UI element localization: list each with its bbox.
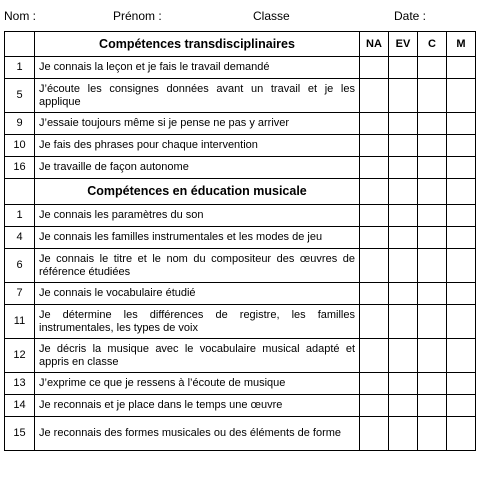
grade-cell[interactable] — [389, 283, 418, 305]
grade-column-c: C — [418, 32, 447, 57]
grade-cell[interactable] — [389, 135, 418, 157]
row-text: Je connais le titre et le nom du compositeur des œuvres de référence étudiées — [35, 249, 360, 283]
grade-cell[interactable] — [360, 395, 389, 417]
grade-cell[interactable] — [447, 135, 476, 157]
grade-cell — [360, 179, 389, 205]
row-text: Je travaille de façon autonome — [35, 157, 360, 179]
grade-cell[interactable] — [447, 417, 476, 451]
row-text: Je fais des phrases pour chaque intervention — [35, 135, 360, 157]
grade-cell[interactable] — [389, 305, 418, 339]
table-row — [5, 339, 476, 373]
grade-cell[interactable] — [447, 395, 476, 417]
grade-cell[interactable] — [447, 373, 476, 395]
table-row — [5, 79, 476, 113]
grade-cell[interactable] — [418, 283, 447, 305]
grade-column-na: NA — [360, 32, 389, 57]
grade-cell[interactable] — [389, 373, 418, 395]
grade-cell[interactable] — [360, 157, 389, 179]
nom-label: Nom : — [4, 9, 37, 23]
grade-cell[interactable] — [360, 339, 389, 373]
row-number: 15 — [5, 417, 35, 451]
row-text: J’exprime ce que je ressens à l’écoute de musique — [35, 373, 360, 395]
grade-cell[interactable] — [418, 113, 447, 135]
table-row — [5, 135, 476, 157]
grade-cell[interactable] — [360, 417, 389, 451]
grade-cell[interactable] — [447, 205, 476, 227]
grade-cell[interactable] — [389, 113, 418, 135]
grade-cell[interactable] — [360, 57, 389, 79]
grade-cell[interactable] — [447, 339, 476, 373]
grade-cell[interactable] — [360, 373, 389, 395]
grade-cell[interactable] — [447, 157, 476, 179]
row-number: 10 — [5, 135, 35, 157]
table-row — [5, 417, 476, 451]
row-number: 5 — [5, 79, 35, 113]
grade-cell[interactable] — [389, 205, 418, 227]
grade-column-ev: EV — [389, 32, 418, 57]
grade-column-m: M — [447, 32, 476, 57]
grade-cell[interactable] — [418, 305, 447, 339]
table-row — [5, 373, 476, 395]
table-row — [5, 249, 476, 283]
grade-cell — [389, 179, 418, 205]
grade-cell[interactable] — [418, 249, 447, 283]
row-number: 12 — [5, 339, 35, 373]
grade-cell[interactable] — [447, 227, 476, 249]
row-text: Je détermine les différences de registre, les familles instrumentales, les types de voix — [35, 305, 360, 339]
table-row — [5, 113, 476, 135]
grade-cell[interactable] — [389, 57, 418, 79]
section-number-cell — [5, 32, 35, 57]
row-number: 4 — [5, 227, 35, 249]
grade-cell[interactable] — [418, 373, 447, 395]
row-text: Je connais les paramètres du son — [35, 205, 360, 227]
grade-cell[interactable] — [447, 305, 476, 339]
grade-cell[interactable] — [447, 249, 476, 283]
row-number: 16 — [5, 157, 35, 179]
section-title: Compétences en éducation musicale — [35, 179, 360, 205]
section-header-row — [5, 32, 476, 57]
grade-cell[interactable] — [418, 395, 447, 417]
section-header-row — [5, 179, 476, 205]
classe-label: Classe — [253, 9, 290, 23]
row-text: J’essaie toujours même si je pense ne pas y arriver — [35, 113, 360, 135]
grade-cell[interactable] — [447, 113, 476, 135]
grade-cell[interactable] — [360, 135, 389, 157]
grade-cell[interactable] — [418, 157, 447, 179]
grade-cell[interactable] — [389, 227, 418, 249]
row-number: 1 — [5, 205, 35, 227]
grade-cell[interactable] — [360, 113, 389, 135]
grade-cell[interactable] — [389, 79, 418, 113]
grade-cell[interactable] — [360, 79, 389, 113]
grade-cell[interactable] — [447, 283, 476, 305]
row-number: 9 — [5, 113, 35, 135]
row-text: Je connais le vocabulaire étudié — [35, 283, 360, 305]
table-row — [5, 283, 476, 305]
section-title: Compétences transdisciplinaires — [35, 32, 360, 57]
row-number: 6 — [5, 249, 35, 283]
grade-cell[interactable] — [360, 205, 389, 227]
grade-cell[interactable] — [418, 227, 447, 249]
table-row — [5, 205, 476, 227]
row-text: J’écoute les consignes données avant un travail et je les applique — [35, 79, 360, 113]
row-text: Je reconnais des formes musicales ou des éléments de forme — [35, 417, 360, 451]
table-row — [5, 57, 476, 79]
grade-cell[interactable] — [447, 79, 476, 113]
table-row — [5, 305, 476, 339]
table-row — [5, 395, 476, 417]
grade-cell[interactable] — [418, 205, 447, 227]
grade-cell[interactable] — [360, 249, 389, 283]
grade-cell[interactable] — [389, 339, 418, 373]
grade-cell[interactable] — [360, 283, 389, 305]
table-row — [5, 157, 476, 179]
row-number: 11 — [5, 305, 35, 339]
grade-cell[interactable] — [418, 417, 447, 451]
competences-table — [4, 31, 476, 451]
grade-cell[interactable] — [360, 227, 389, 249]
prenom-label: Prénom : — [113, 9, 162, 23]
row-text: Je connais les familles instrumentales et les modes de jeu — [35, 227, 360, 249]
grade-cell[interactable] — [389, 395, 418, 417]
date-label: Date : — [394, 9, 427, 23]
grade-cell[interactable] — [389, 249, 418, 283]
row-text: Je reconnais et je place dans le temps une œuvre — [35, 395, 360, 417]
row-number: 14 — [5, 395, 35, 417]
grade-cell[interactable] — [418, 135, 447, 157]
grade-cell — [418, 179, 447, 205]
grade-cell[interactable] — [418, 339, 447, 373]
grade-cell[interactable] — [389, 417, 418, 451]
grade-cell[interactable] — [418, 57, 447, 79]
section-number-cell — [5, 179, 35, 205]
grade-cell[interactable] — [360, 305, 389, 339]
grade-cell — [447, 179, 476, 205]
row-number: 7 — [5, 283, 35, 305]
grade-cell[interactable] — [389, 157, 418, 179]
row-number: 1 — [5, 57, 35, 79]
row-text: Je connais la leçon et je fais le travail demandé — [35, 57, 360, 79]
table-row — [5, 227, 476, 249]
row-number: 13 — [5, 373, 35, 395]
grade-cell[interactable] — [418, 79, 447, 113]
row-text: Je décris la musique avec le vocabulaire musical adapté et appris en classe — [35, 339, 360, 373]
grade-cell[interactable] — [447, 57, 476, 79]
